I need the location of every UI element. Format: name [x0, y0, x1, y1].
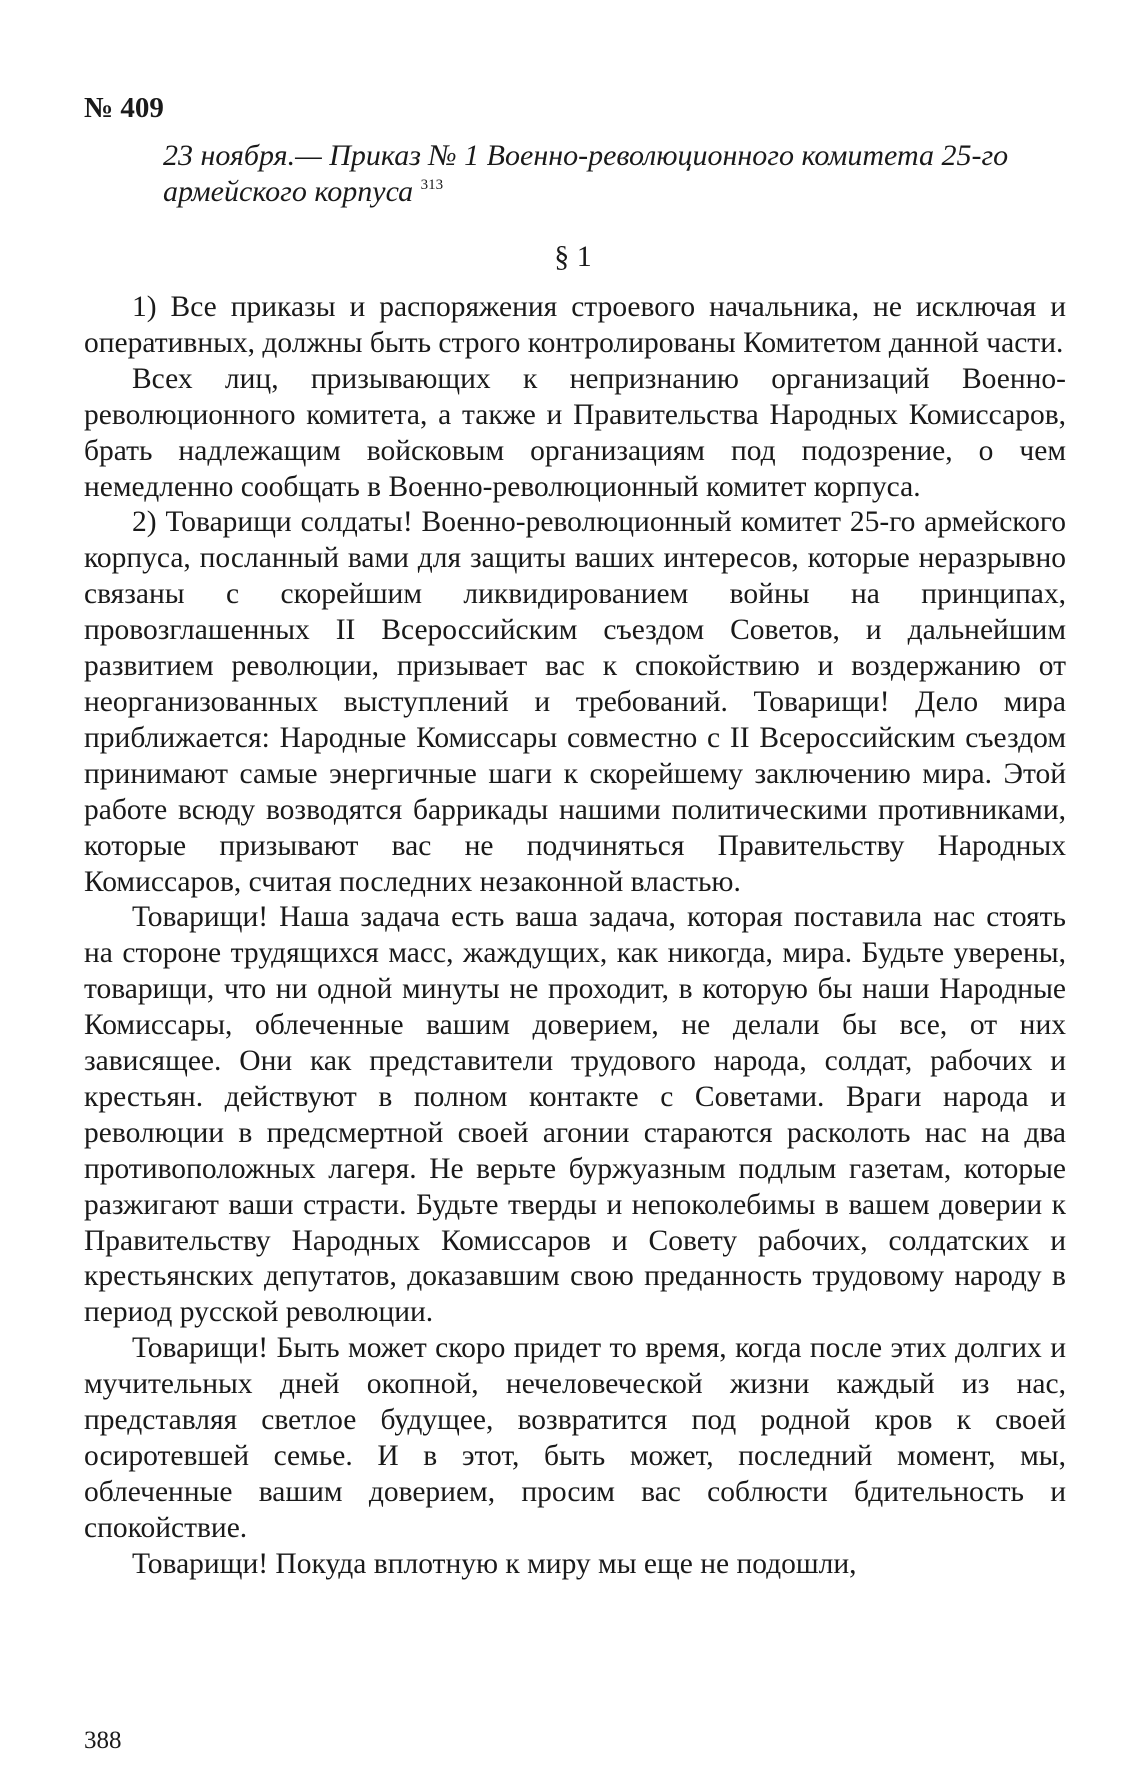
document-body — [84, 290, 1066, 1583]
section-mark: § 1 — [554, 240, 592, 273]
heading-text: 23 ноября.— Приказ № 1 Военно-революционного комитета 25-го армейского корпуса — [163, 139, 1009, 208]
page-number: 388 — [84, 1727, 122, 1754]
document-heading — [163, 138, 1063, 210]
paragraph: Товарищи! Наша задача есть ваша задача, которая поставила нас стоять на стороне трудящихся масс, жаждущих, как никогда, мира. Будьте уверены, товарищи, что ни одной минуты не проходит, в которую бы наши Народные Комиссары, облеченные вашим доверием, не делали бы все, от них зависящее. Они как представители трудового народа, солдат, рабочих и крестьян. действуют в полном контакте с Советами. Враги народа и революции в предсмертной своей агонии стараются расколоть нас на два противоположных лагеря. Не верьте буржуазным подлым газетам, которые разжигают ваши страсти. Будьте тверды и непоколебимы в вашем доверии к Правительству Народных Комиссаров и Совету рабочих, солдатских и крестьянских депутатов, доказавшим свою преданность трудовому народу в период русской революции. — [84, 901, 1066, 1329]
document-number: № 409 — [84, 92, 164, 124]
paragraph: Товарищи! Быть может скоро придет то время, когда после этих долгих и мучительных дней окопной, нечеловеческой жизни каждый из нас, представляя светлое будущее, возвратится под родной кров к своей осиротевшей семье. И в этот, быть может, последний момент, мы, облеченные вашим доверием, просим вас соблюсти бдительность и спокойствие. — [84, 1332, 1066, 1544]
paragraph: Всех лиц, призывающих к непризнанию организаций Военно-революционного комитета, а также и Правительства Народных Комиссаров, брать надлежащим войсковым организациям под подозрение, о чем немедленно сообщать в Военно-революционный комитет корпуса. — [84, 362, 1066, 503]
paragraph: 2) Товарищи солдаты! Военно-революционный комитет 25-го армейского корпуса, посланный вами для защиты ваших интересов, которые неразрывно связаны с скорейшим ликвидированием войны на принципах, провозглашенных II Всероссийским съездом Советов, и дальнейшим развитием революции, призывает вас к спокойствию и воздержанию от неорганизованных выступлений и требований. Товарищи! Дело мира приближается: Народные Комиссары совместно с II Всероссийским съездом принимают самые энергичные шаги к скорейшему заключению мира. Этой работе всюду возводятся баррикады нашими политическими противниками, которые призывают вас не подчиняться Правительству Народных Комиссаров, считая последних незаконной властью. — [84, 506, 1066, 898]
paragraph: Товарищи! Покуда вплотную к миру мы еще не подошли, — [132, 1547, 857, 1580]
heading-footnote-ref: 313 — [420, 177, 444, 193]
paragraph: 1) Все приказы и распоряжения строевого начальника, не исключая и оперативных, должны быть строго контролированы Комитетом данной части. — [84, 291, 1066, 359]
